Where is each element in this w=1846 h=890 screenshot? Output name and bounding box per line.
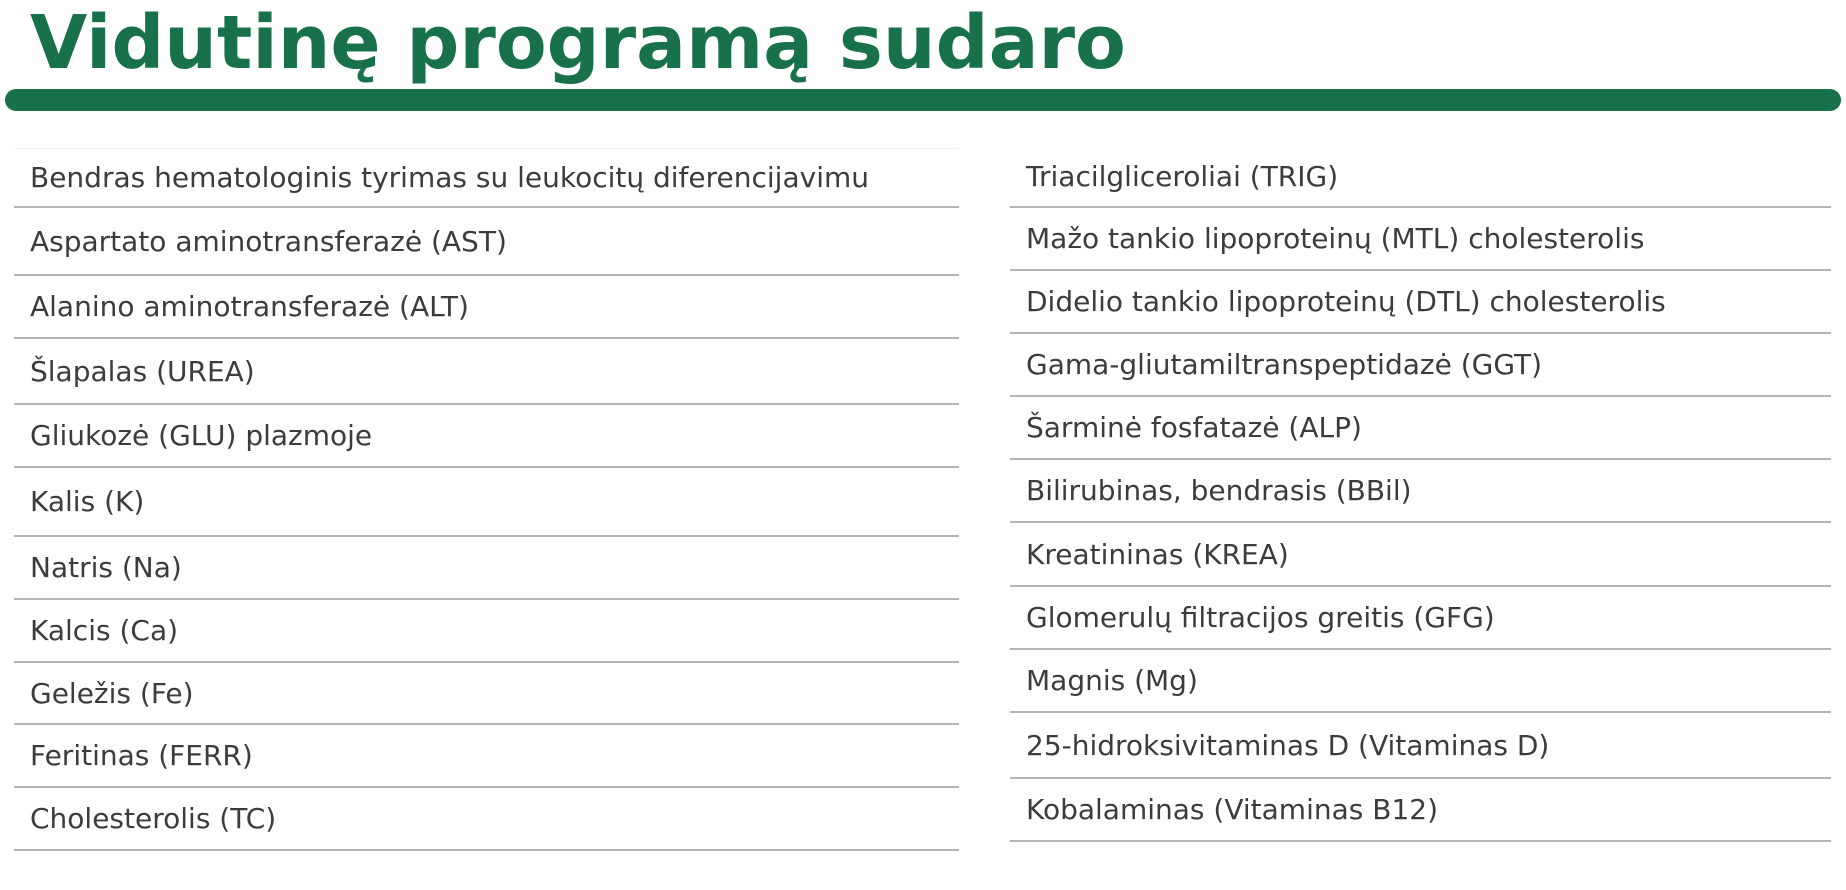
list-item: Didelio tankio lipoproteinų (DTL) cholesterolis bbox=[1010, 271, 1831, 334]
list-item: Šarminė fosfatazė (ALP) bbox=[1010, 397, 1831, 460]
list-item: Glomerulų filtracijos greitis (GFG) bbox=[1010, 587, 1831, 650]
list-item: Kalcis (Ca) bbox=[14, 600, 959, 663]
page-title: Vidutinę programą sudaro bbox=[30, 0, 1126, 86]
right-test-list bbox=[1010, 146, 1831, 842]
list-item: Šlapalas (UREA) bbox=[14, 339, 959, 405]
list-item: Gliukozė (GLU) plazmoje bbox=[14, 405, 959, 468]
list-item: Feritinas (FERR) bbox=[14, 725, 959, 788]
list-item: Alanino aminotransferazė (ALT) bbox=[14, 276, 959, 339]
list-item: Triacilgliceroliai (TRIG) bbox=[1010, 146, 1831, 208]
list-item: Kalis (K) bbox=[14, 468, 959, 537]
list-item: Bilirubinas, bendrasis (BBil) bbox=[1010, 460, 1831, 523]
left-test-list bbox=[14, 148, 959, 851]
list-item: Kreatininas (KREA) bbox=[1010, 523, 1831, 587]
list-item: Mažo tankio lipoproteinų (MTL) cholesterolis bbox=[1010, 208, 1831, 271]
list-item: Natris (Na) bbox=[14, 537, 959, 600]
list-item: Cholesterolis (TC) bbox=[14, 788, 959, 851]
list-item: Kobalaminas (Vitaminas B12) bbox=[1010, 779, 1831, 842]
list-item: Aspartato aminotransferazė (AST) bbox=[14, 208, 959, 276]
list-item: Magnis (Mg) bbox=[1010, 650, 1831, 713]
list-item: Bendras hematologinis tyrimas su leukocitų diferencijavimu bbox=[14, 148, 959, 208]
list-item: Geležis (Fe) bbox=[14, 663, 959, 725]
list-item: 25-hidroksivitaminas D (Vitaminas D) bbox=[1010, 713, 1831, 779]
title-underline-bar bbox=[5, 89, 1841, 111]
list-item: Gama-gliutamiltranspeptidazė (GGT) bbox=[1010, 334, 1831, 397]
